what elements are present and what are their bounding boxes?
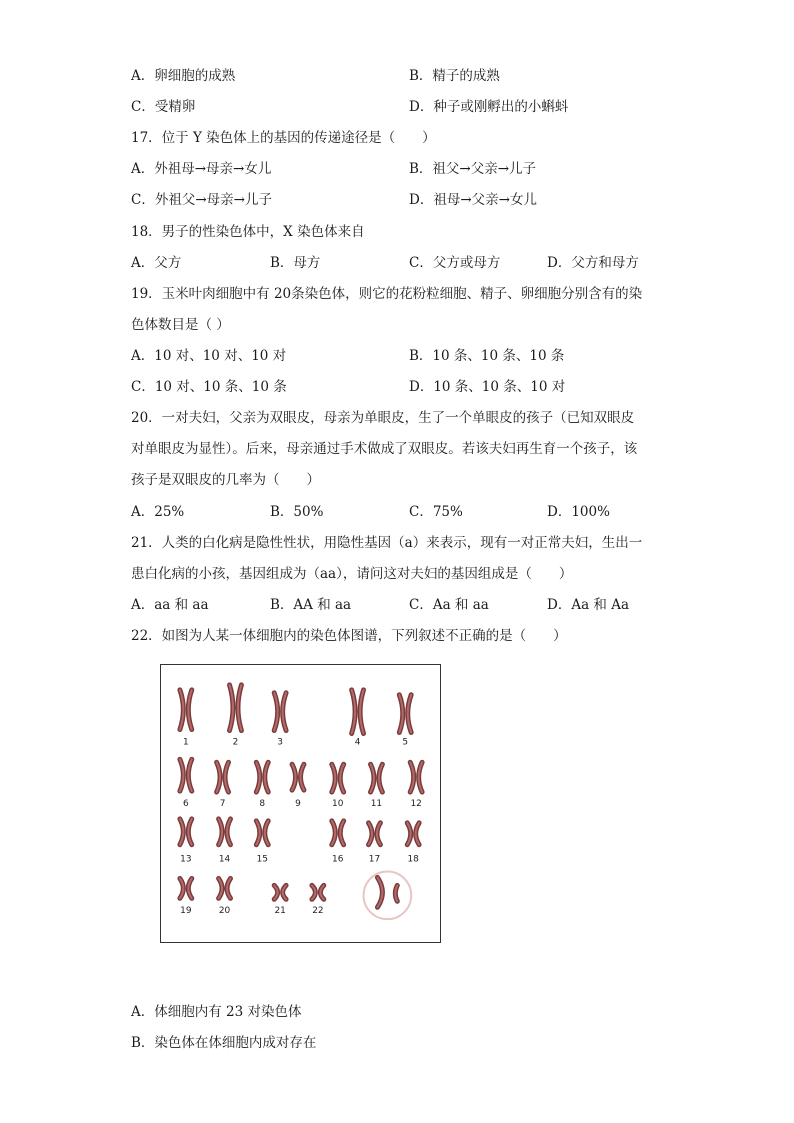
karyotype-label-7: 7 <box>219 798 226 809</box>
q17-option-c: C．外祖父→母亲→儿子 <box>131 192 272 208</box>
karyotype-label-16: 16 <box>332 854 344 865</box>
karyotype-label-19: 19 <box>180 906 192 917</box>
q21-stem-line2: 患白化病的小孩，基因组成为（aa），请问这对夫妇的基因组成是（ ） <box>131 566 573 582</box>
q20-option-d: D．100% <box>547 504 610 520</box>
karyotype-label-17: 17 <box>368 854 381 865</box>
q18-option-d: D．父方和母方 <box>547 255 639 271</box>
karyotype-label-1: 1 <box>182 737 189 748</box>
q18-option-a: A．父方 <box>131 255 182 271</box>
q19-stem-line2: 色体数目是（ ） <box>131 317 230 333</box>
q16-option-b: B．精子的成熟 <box>409 68 500 84</box>
karyotype-figure <box>160 664 441 943</box>
karyotype-label-6: 6 <box>182 798 189 809</box>
karyotype-label-22: 22 <box>312 906 324 917</box>
q19-stem-line1: 19．玉米叶肉细胞中有 20条染色体，则它的花粉粒细胞、精子、卵细胞分别含有的染 <box>131 286 643 302</box>
q20-stem-line2: 对单眼皮为显性）。后来，母亲通过手术做成了双眼皮。若该夫妇再生育一个孩子，该 <box>131 441 638 457</box>
q19-option-d: D．10 条、10 条、10 对 <box>409 379 566 395</box>
karyotype-label-13: 13 <box>180 854 192 865</box>
karyotype-label-12: 12 <box>410 798 422 809</box>
q18-option-c: C．父方或母方 <box>409 255 501 271</box>
karyotype-label-21: 21 <box>274 906 286 917</box>
karyotype-label-2: 2 <box>232 737 239 748</box>
karyotype-label-14: 14 <box>218 854 231 865</box>
karyotype-label-4: 4 <box>354 737 361 748</box>
q21-option-a: A．aa 和 aa <box>131 597 209 613</box>
karyotype-label-3: 3 <box>277 737 283 748</box>
karyotype-label-5: 5 <box>402 737 409 748</box>
q16-option-a: A．卵细胞的成熟 <box>131 68 236 84</box>
q16-option-c: C．受精卵 <box>131 99 196 115</box>
karyotype-label-9: 9 <box>295 798 301 809</box>
q22-stem: 22．如图为人某一体细胞内的染色体图谱，下列叙述不正确的是（ ） <box>131 628 567 644</box>
karyotype-label-11: 11 <box>370 798 383 809</box>
q20-stem-line1: 20．一对夫妇，父亲为双眼皮，母亲为单眼皮，生了一个单眼皮的孩子（已知双眼皮 <box>131 410 635 426</box>
q20-option-c: C．75% <box>409 504 463 520</box>
q20-option-a: A．25% <box>131 504 185 520</box>
q21-option-c: C．Aa 和 aa <box>409 597 489 613</box>
q22-option-a: A．体细胞内有 23 对染色体 <box>131 1004 302 1020</box>
q22-option-b: B．染色体在体细胞内成对存在 <box>131 1035 317 1051</box>
q21-option-d: D．Aa 和 Aa <box>547 597 630 613</box>
q18-stem: 18．男子的性染色体中，X 染色体来自 <box>131 224 365 240</box>
karyotype-label-10: 10 <box>332 798 344 809</box>
q21-option-b: B．AA 和 aa <box>270 597 352 613</box>
q17-option-d: D．祖母→父亲→女儿 <box>409 192 537 208</box>
karyotype-label-8: 8 <box>259 798 266 809</box>
karyotype-diagram <box>161 665 440 942</box>
q16-option-d: D．种子或刚孵出的小蝌蚪 <box>409 99 569 115</box>
q19-option-a: A．10 对、10 对、10 对 <box>131 348 287 364</box>
karyotype-label-15: 15 <box>256 854 268 865</box>
q19-option-b: B．10 条、10 条、10 条 <box>409 348 565 364</box>
q21-stem-line1: 21．人类的白化病是隐性性状，用隐性基因（a）来表示，现有一对正常夫妇，生出一 <box>131 535 643 551</box>
karyotype-label-20: 20 <box>218 906 231 917</box>
q17-option-a: A．外祖母→母亲→女儿 <box>131 161 272 177</box>
q17-option-b: B．祖父→父亲→儿子 <box>409 161 537 177</box>
stamp-mark <box>364 872 412 920</box>
q18-option-b: B．母方 <box>270 255 321 271</box>
q20-stem-line3: 孩子是双眼皮的几率为（ ） <box>131 472 320 488</box>
q20-option-b: B．50% <box>270 504 324 520</box>
q19-option-c: C．10 对、10 条、10 条 <box>131 379 287 395</box>
karyotype-label-18: 18 <box>407 854 419 865</box>
q17-stem: 17．位于 Y 染色体上的基因的传递途径是（ ） <box>131 130 436 146</box>
